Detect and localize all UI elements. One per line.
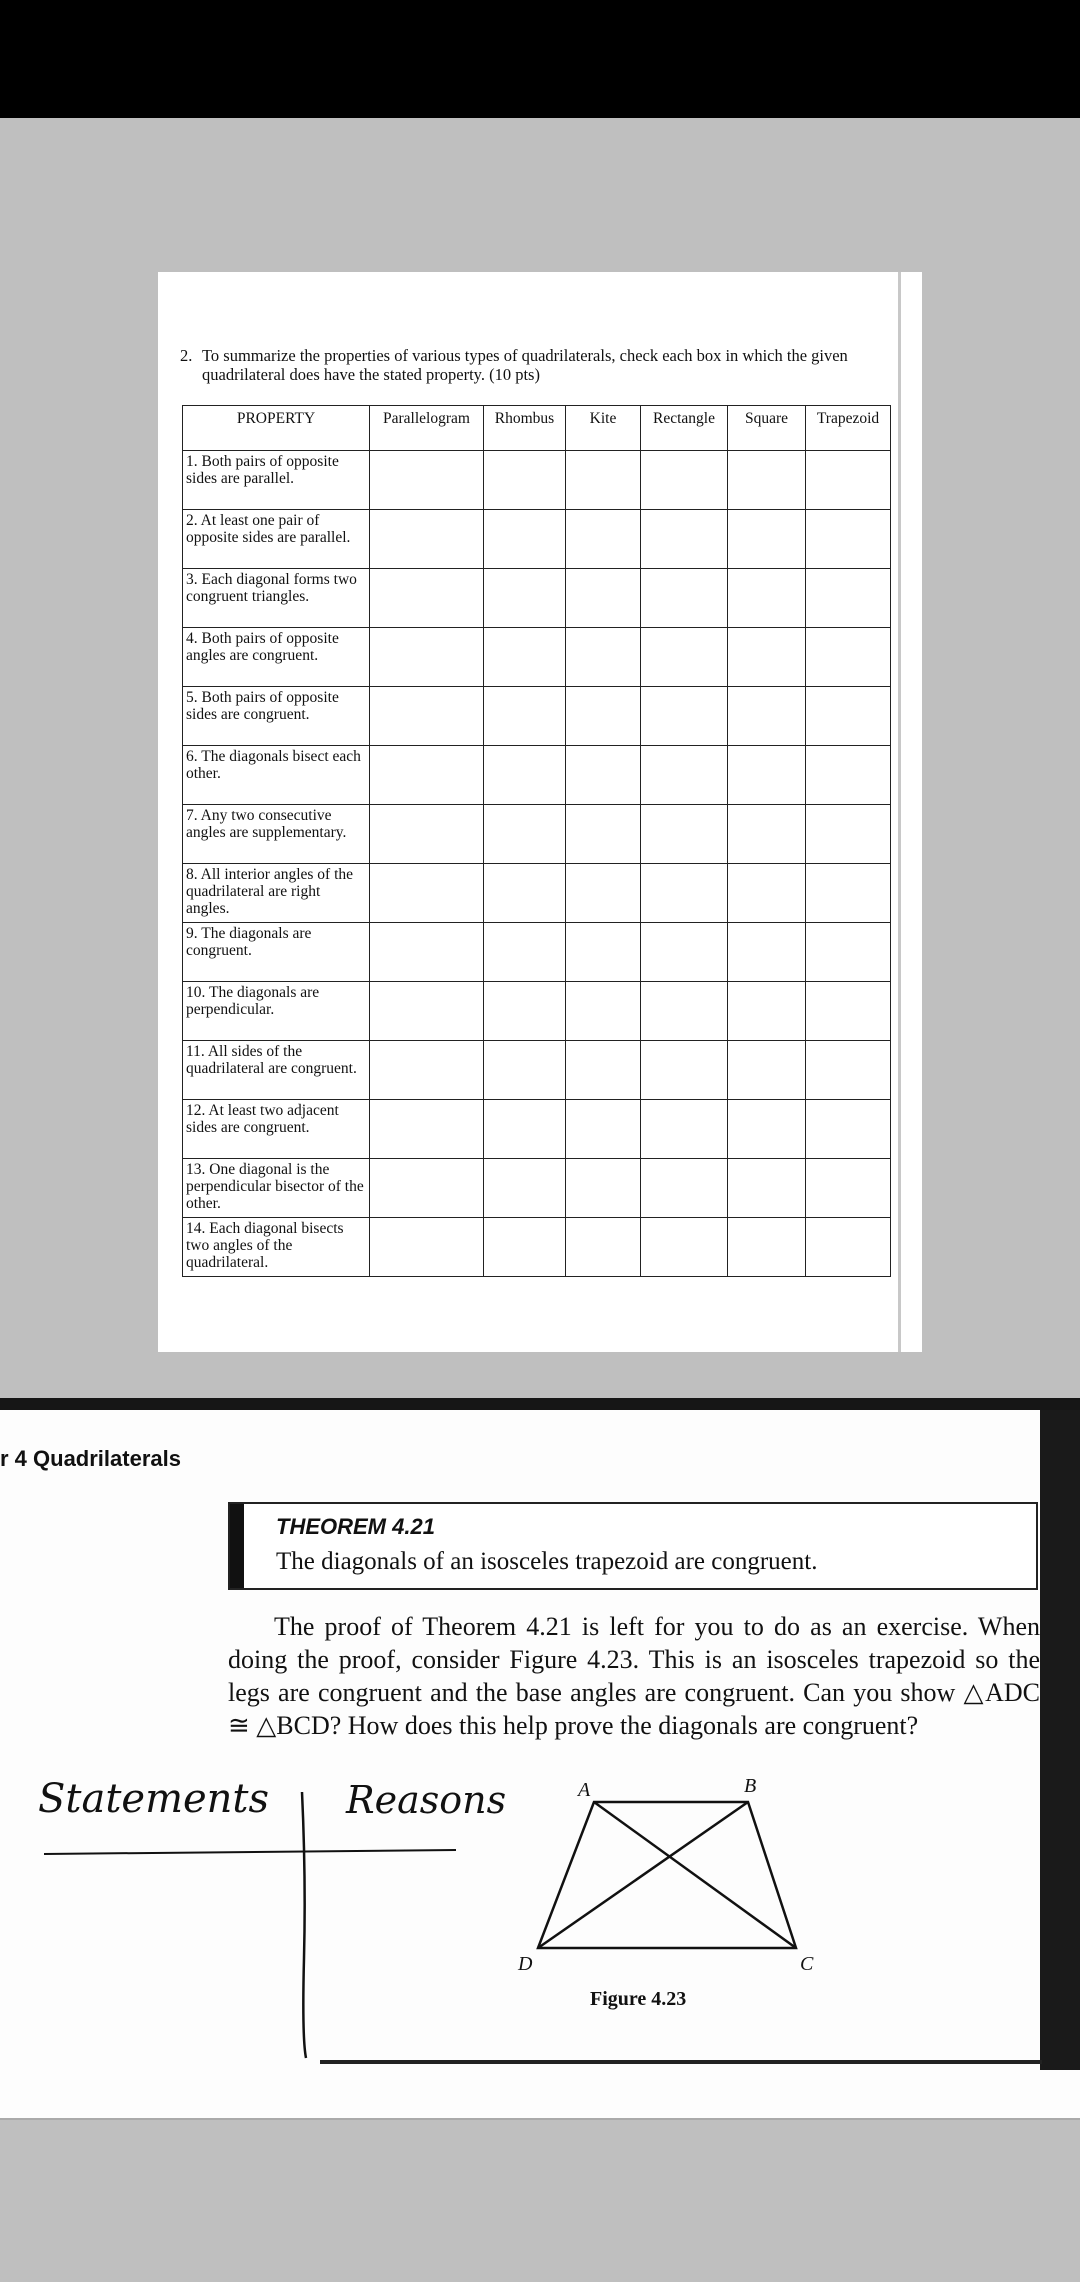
check-box-cell[interactable]	[484, 982, 566, 1041]
check-box-cell[interactable]	[566, 1159, 641, 1218]
chapter-heading: r 4 Quadrilaterals	[0, 1446, 181, 1471]
property-cell: 11. All sides of the quadrilateral are congruent.	[183, 1041, 370, 1100]
theorem-text: The diagonals of an isosceles trapezoid are congruent.	[276, 1548, 818, 1575]
check-box-cell[interactable]	[728, 805, 806, 864]
check-box-cell[interactable]	[728, 628, 806, 687]
table-row	[183, 510, 891, 569]
property-cell: 7. Any two consecutive angles are supplementary.	[183, 805, 370, 864]
check-box-cell[interactable]	[370, 687, 484, 746]
check-box-cell[interactable]	[728, 1159, 806, 1218]
vertex-label-b: B	[744, 1775, 757, 1797]
question-number: 2.	[180, 346, 193, 365]
diagonal-ac	[594, 1802, 796, 1948]
check-box-cell[interactable]	[370, 510, 484, 569]
check-box-cell[interactable]	[566, 1041, 641, 1100]
property-cell: 9. The diagonals are congruent.	[183, 923, 370, 982]
property-cell: 1. Both pairs of opposite sides are parallel.	[183, 451, 370, 510]
property-cell: 8. All interior angles of the quadrilateral are right angles.	[183, 864, 370, 923]
check-box-cell[interactable]	[728, 746, 806, 805]
check-box-cell[interactable]	[484, 687, 566, 746]
table-row	[183, 805, 891, 864]
check-box-cell[interactable]	[566, 687, 641, 746]
check-box-cell[interactable]	[484, 451, 566, 510]
check-box-cell[interactable]	[484, 1100, 566, 1159]
table-row	[183, 1218, 891, 1277]
check-box-cell[interactable]	[806, 1100, 891, 1159]
check-box-cell[interactable]	[370, 923, 484, 982]
check-box-cell[interactable]	[641, 746, 728, 805]
check-box-cell[interactable]	[566, 451, 641, 510]
check-box-cell[interactable]	[728, 569, 806, 628]
property-cell: 4. Both pairs of opposite angles are congruent.	[183, 628, 370, 687]
vertex-label-c: C	[800, 1953, 814, 1975]
column-header: Kite	[566, 406, 641, 451]
check-box-cell[interactable]	[484, 569, 566, 628]
check-box-cell[interactable]	[566, 1100, 641, 1159]
table-row	[183, 1100, 891, 1159]
table-row	[183, 1159, 891, 1218]
check-box-cell[interactable]	[370, 451, 484, 510]
check-box-cell[interactable]	[566, 805, 641, 864]
check-box-cell[interactable]	[728, 510, 806, 569]
check-box-cell[interactable]	[370, 864, 484, 923]
check-box-cell[interactable]	[641, 982, 728, 1041]
check-box-cell[interactable]	[370, 628, 484, 687]
check-box-cell[interactable]	[370, 1218, 484, 1277]
worksheet-page	[158, 272, 922, 1352]
check-box-cell[interactable]	[806, 805, 891, 864]
check-box-cell[interactable]	[370, 569, 484, 628]
trapezoid-outline	[538, 1802, 796, 1948]
check-box-cell[interactable]	[641, 805, 728, 864]
table-row	[183, 628, 891, 687]
check-box-cell[interactable]	[806, 628, 891, 687]
check-box-cell[interactable]	[484, 805, 566, 864]
check-box-cell[interactable]	[806, 1041, 891, 1100]
t-chart-vertical-line	[302, 1792, 306, 2058]
table-row	[183, 687, 891, 746]
check-box-cell[interactable]	[641, 1218, 728, 1277]
table-row	[183, 923, 891, 982]
column-header: Rectangle	[641, 406, 728, 451]
table-row	[183, 982, 891, 1041]
check-box-cell[interactable]	[641, 510, 728, 569]
check-box-cell[interactable]	[806, 1159, 891, 1218]
top-black-bar	[0, 0, 1080, 118]
theorem-title: THEOREM 4.21	[276, 1514, 435, 1539]
check-box-cell[interactable]	[806, 746, 891, 805]
photo-bottom-line	[320, 2060, 1042, 2064]
column-header: Square	[728, 406, 806, 451]
check-box-cell[interactable]	[641, 1100, 728, 1159]
handwritten-t-chart	[0, 1398, 1080, 2118]
check-box-cell[interactable]	[728, 923, 806, 982]
property-cell: 14. Each diagonal bisects two angles of the quadrilateral.	[183, 1218, 370, 1277]
property-cell: 2. At least one pair of opposite sides are parallel.	[183, 510, 370, 569]
question-text: To summarize the properties of various types of quadrilaterals, check each box in which the given quadrilateral does have the stated property. (10 pts)	[202, 346, 848, 384]
vertex-label-a: A	[578, 1779, 591, 1801]
check-box-cell[interactable]	[728, 451, 806, 510]
check-box-cell[interactable]	[728, 1218, 806, 1277]
question-text-block	[180, 346, 900, 384]
check-box-cell[interactable]	[566, 982, 641, 1041]
check-box-cell[interactable]	[370, 805, 484, 864]
check-box-cell[interactable]	[566, 1218, 641, 1277]
check-box-cell[interactable]	[484, 1218, 566, 1277]
check-box-cell[interactable]	[641, 628, 728, 687]
proof-paragraph: The proof of Theorem 4.21 is left for you to do as an exercise. When doing the proof, consider Figure 4.23. This is an isosceles trapezoid so the legs are congruent and the base angles are congruent. Can you show △ADC ≅ △BCD? How does this help prove the diagonals are congruent?	[228, 1612, 1040, 1740]
table-header-row	[183, 406, 891, 451]
check-box-cell[interactable]	[641, 687, 728, 746]
check-box-cell[interactable]	[728, 687, 806, 746]
check-box-cell[interactable]	[806, 864, 891, 923]
check-box-cell[interactable]	[728, 864, 806, 923]
check-box-cell[interactable]	[566, 746, 641, 805]
check-box-cell[interactable]	[370, 1041, 484, 1100]
check-box-cell[interactable]	[484, 1041, 566, 1100]
table-row	[183, 451, 891, 510]
check-box-cell[interactable]	[641, 569, 728, 628]
check-box-cell[interactable]	[566, 864, 641, 923]
check-box-cell[interactable]	[566, 923, 641, 982]
vertex-label-d: D	[518, 1953, 533, 1975]
check-box-cell[interactable]	[641, 1159, 728, 1218]
figure-caption: Figure 4.23	[590, 1988, 687, 2010]
check-box-cell[interactable]	[641, 923, 728, 982]
property-cell: 10. The diagonals are perpendicular.	[183, 982, 370, 1041]
check-box-cell[interactable]	[806, 510, 891, 569]
trapezoid-figure	[500, 1770, 830, 2000]
check-box-cell[interactable]	[641, 451, 728, 510]
t-chart-horizontal-line	[44, 1850, 456, 1854]
check-box-cell[interactable]	[484, 746, 566, 805]
check-box-cell[interactable]	[484, 628, 566, 687]
property-cell: 13. One diagonal is the perpendicular bisector of the other.	[183, 1159, 370, 1218]
check-box-cell[interactable]	[806, 569, 891, 628]
property-cell: 5. Both pairs of opposite sides are congruent.	[183, 687, 370, 746]
check-box-cell[interactable]	[806, 687, 891, 746]
check-box-cell[interactable]	[728, 1100, 806, 1159]
column-header-property: PROPERTY	[183, 406, 370, 451]
check-box-cell[interactable]	[566, 628, 641, 687]
property-cell: 3. Each diagonal forms two congruent triangles.	[183, 569, 370, 628]
check-box-cell[interactable]	[484, 864, 566, 923]
check-box-cell[interactable]	[728, 1041, 806, 1100]
check-box-cell[interactable]	[806, 1218, 891, 1277]
check-box-cell[interactable]	[806, 982, 891, 1041]
diagonal-bd	[538, 1802, 748, 1948]
table-row	[183, 1041, 891, 1100]
bottom-background	[0, 2118, 1080, 2282]
check-box-cell[interactable]	[484, 923, 566, 982]
check-box-cell[interactable]	[641, 1041, 728, 1100]
check-box-cell[interactable]	[370, 746, 484, 805]
check-box-cell[interactable]	[806, 923, 891, 982]
check-box-cell[interactable]	[806, 451, 891, 510]
textbook-photo	[0, 1398, 1080, 2118]
check-box-cell[interactable]	[566, 569, 641, 628]
column-header: Rhombus	[484, 406, 566, 451]
check-box-cell[interactable]	[484, 510, 566, 569]
column-header: Trapezoid	[806, 406, 891, 451]
property-cell: 6. The diagonals bisect each other.	[183, 746, 370, 805]
handwritten-reasons: Reasons	[346, 1778, 507, 1822]
page-edge	[898, 272, 901, 1352]
column-header: Parallelogram	[370, 406, 484, 451]
check-box-cell[interactable]	[370, 1159, 484, 1218]
properties-table	[182, 405, 891, 1277]
check-box-cell[interactable]	[728, 982, 806, 1041]
check-box-cell[interactable]	[484, 1159, 566, 1218]
check-box-cell[interactable]	[370, 982, 484, 1041]
check-box-cell[interactable]	[566, 510, 641, 569]
table-row	[183, 864, 891, 923]
check-box-cell[interactable]	[641, 864, 728, 923]
check-box-cell[interactable]	[370, 1100, 484, 1159]
table-row	[183, 569, 891, 628]
handwritten-statements: Statements	[38, 1776, 270, 1822]
table-row	[183, 746, 891, 805]
property-cell: 12. At least two adjacent sides are congruent.	[183, 1100, 370, 1159]
